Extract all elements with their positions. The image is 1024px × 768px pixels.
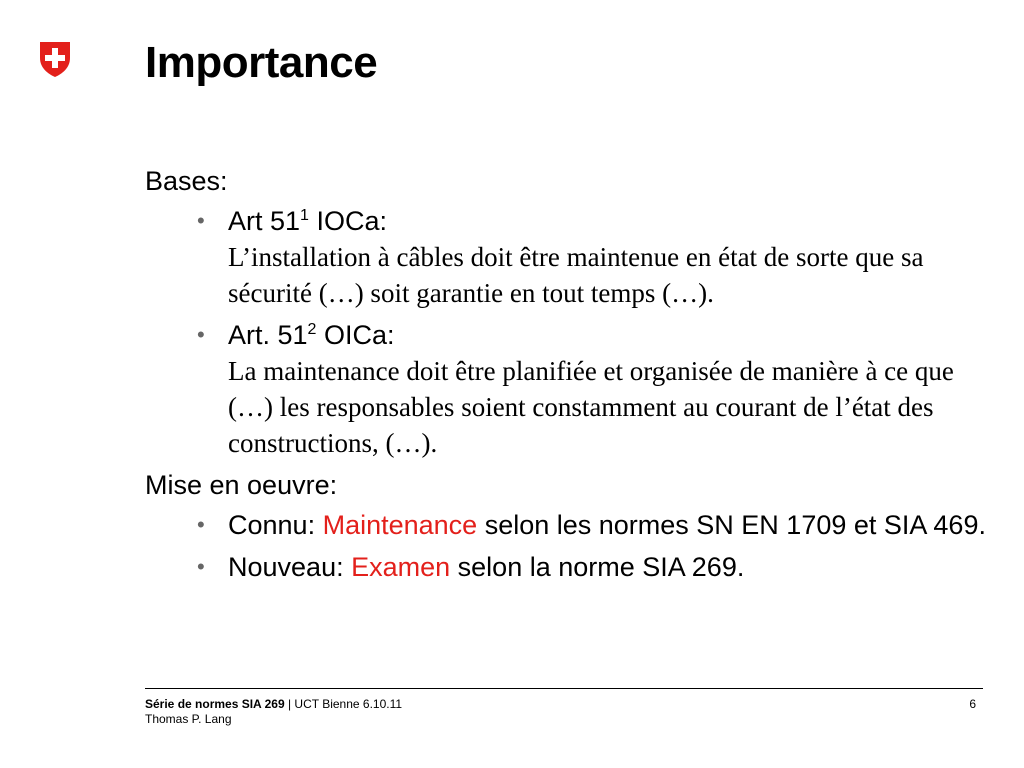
footer-series: Série de normes SIA 269	[145, 697, 285, 711]
footer	[145, 697, 402, 727]
implementation-text: Nouveau: Examen selon la norme SIA 269.	[228, 552, 745, 582]
footer-event: | UCT Bienne 6.10.11	[284, 697, 403, 711]
footer-divider	[145, 688, 983, 689]
bullet-dot: •	[197, 554, 205, 579]
highlight-examen: Examen	[351, 552, 451, 582]
page-number: 6	[969, 697, 976, 711]
list-item	[145, 549, 995, 585]
page-title: Importance	[145, 38, 378, 87]
slide-body	[145, 163, 995, 591]
article-quote: L’installation à câbles doit être maintenue en état de sorte que sa sécurité (…) soit garantie en tout temps (…).	[228, 242, 924, 308]
article-reference: Art $51^1$ IOCa:	[228, 206, 387, 236]
list-item	[145, 317, 995, 461]
article-reference: Art. $51^2$ OICa:	[228, 320, 395, 350]
article-quote: La maintenance doit être planifiée et organisée de manière à ce que (…) les responsables soient constamment au courant de l’état des constructions, (…).	[228, 356, 954, 458]
list-item	[145, 507, 995, 543]
mise-en-oeuvre-label: Mise en oeuvre:	[145, 470, 338, 500]
footer-author: Thomas P. Lang	[145, 712, 232, 726]
bullet-dot: •	[197, 208, 205, 233]
bullet-dot: •	[197, 322, 205, 347]
swiss-cross-shield-icon	[38, 40, 72, 78]
highlight-maintenance: Maintenance	[322, 510, 478, 540]
implementation-text: Connu: Maintenance selon les normes SN EN 1709 et SIA 469.	[228, 510, 986, 540]
bullet-dot: •	[197, 512, 205, 537]
bases-label: Bases:	[145, 166, 228, 196]
list-item	[145, 203, 995, 311]
